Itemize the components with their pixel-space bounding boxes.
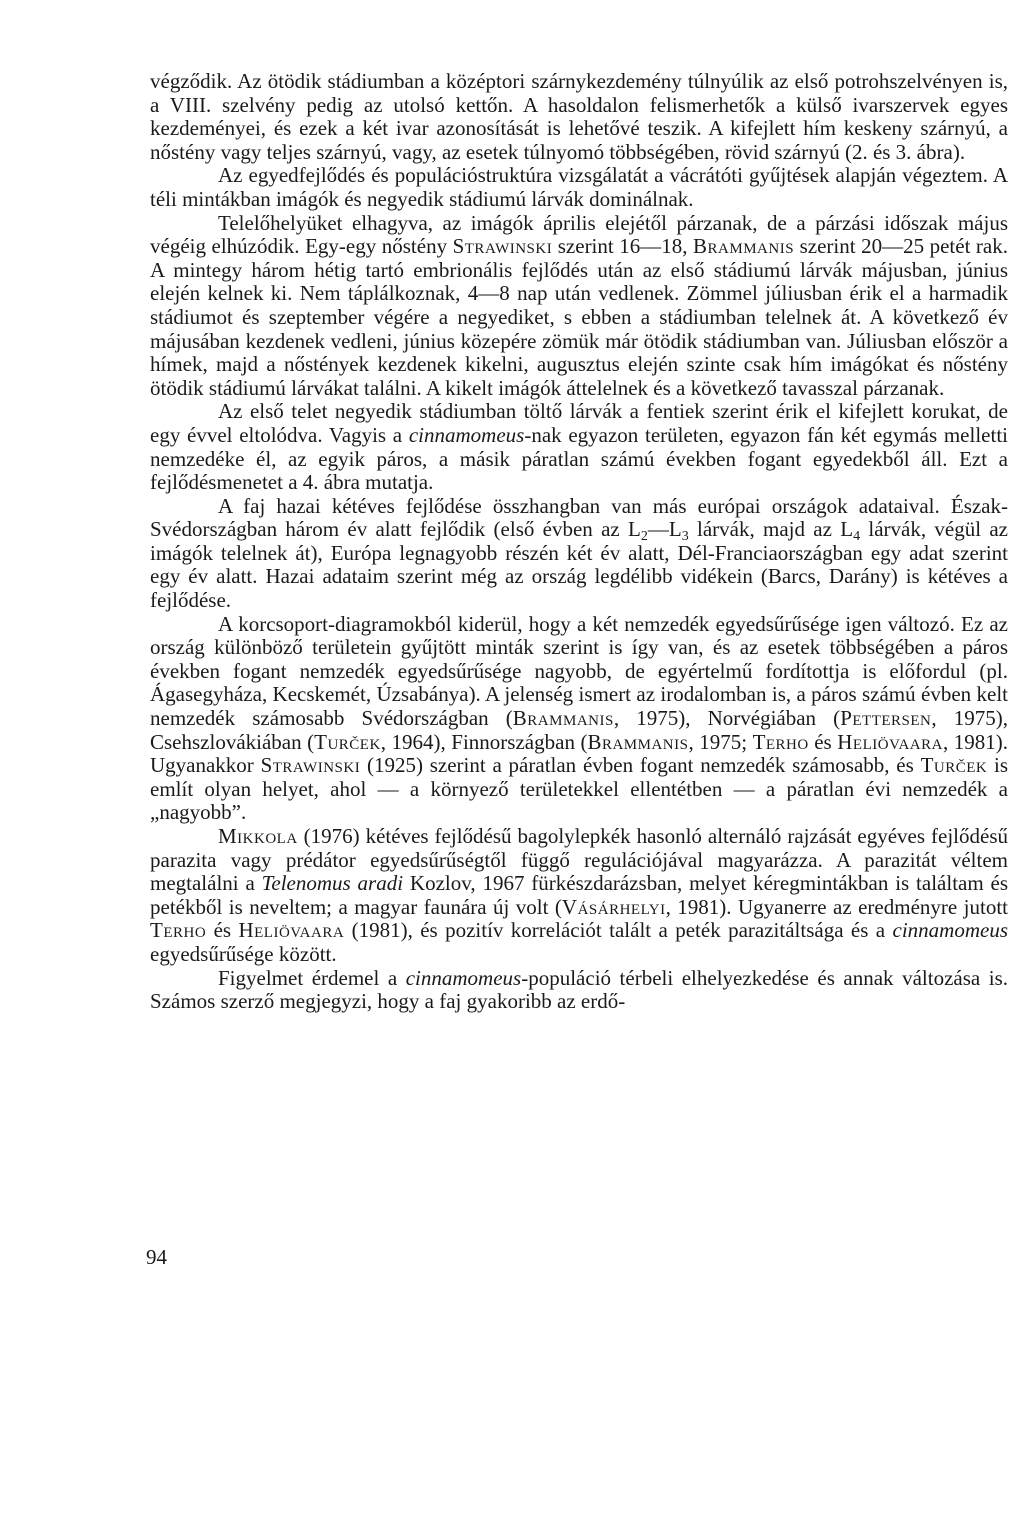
text-run: (1925) szerint a páratlan évben fogant nemzedék számosabb, és: [360, 753, 921, 778]
text-run: Az első telet negyedik stádiumban töltő lárvák a fentiek szerint érik el kifejlett korukat, de egy évvel eltolódva. Vagyis a: [150, 399, 1008, 447]
italic-term: cinnamomeus: [892, 918, 1008, 943]
text-run: , 1975), Csehszlovákiában (: [150, 706, 1008, 754]
author-name: Heliövaara: [238, 918, 345, 943]
italic-term: cinnamomeus: [408, 422, 525, 447]
text-run: —L: [647, 517, 682, 542]
text-run: , 1975), Norvégiában (: [613, 706, 841, 731]
text-run: is említ olyan helyet, ahol — a környező területekkel ellentétben — a páratlan évi nemzedék a „nagyobb”.: [150, 753, 1009, 825]
author-name: Brammanis: [512, 706, 614, 731]
author-name: Terho: [752, 729, 809, 754]
author-name: Strawinski: [452, 234, 553, 259]
subscript: 3: [681, 529, 689, 545]
text-run: A faj hazai kétéves fejlődése összhangban van más európai országok adataival. Észak-Svédországban három év alatt fejlődik (első évben az L: [150, 493, 1008, 542]
page-number: 94: [146, 1245, 167, 1269]
paragraph: [150, 613, 1008, 825]
paragraph: [150, 164, 1008, 211]
text-run: szerint 16—18,: [552, 234, 694, 259]
author-name: Mikkola: [218, 824, 298, 848]
text-run: Kozlov, 1967 fürkészdarázsban, melyet kéregmintákban is találtam és petékből is neveltem; a magyar faunára új volt (: [150, 871, 1009, 919]
author-name: Vásárhelyi: [561, 894, 666, 919]
text-run: Telelőhelyüket elhagyva, az imágók április elejétől párzanak, de a párzási időszak május végéig elhúzódik. Egy-egy nőstény: [150, 210, 1008, 259]
text-run: Az egyedfejlődés és populációstruktúra vizsgálatát a vácrátóti gyűjtések alapján végeztem. A téli mintákban imágók és negyedik stádiumú lárvák dominálnak.: [150, 163, 1008, 211]
author-name: Brammanis: [587, 729, 689, 754]
text-run: (1981), és pozitív korrelációt talált a peték parazitáltsága és a: [344, 918, 893, 943]
text-run: végződik. Az ötödik stádiumban a középtori szárnykezdemény túlnyúlik az első potrohszelvényen is, a VIII. szelvény pedig az utolsó kettőn. A hasoldalon felismerhetők a külső ivarszervek egyes kezdeményei, és ezek a két ivar azonosítását is lehetővé teszik. A kifejlett hím keskeny szárnyú, a nőstény vagy teljes szárnyú, vagy, az esetek túlnyomó többségében, rövid szárnyú (2. és 3. ábra).: [150, 69, 1008, 164]
text-run: A korcsoport-diagramokból kiderül, hogy a két nemzedék egyedsűrűsége igen változó. Ez az ország különböző területein gyűjtött minták szerint is így van, és az esetek többségében a páros években fogant nemzedék egyedsűrűsége nagyobb, de egyértelmű fordítottja is előfordul (pl. Ágasegyháza, Kecskemét, Úzsabánya). A jelenség ismert az irodalomban is, a páros számú évben kelt nemzedék számosabb Svédországban (: [150, 611, 1008, 731]
text-run: Figyelmet érdemel a: [218, 965, 406, 990]
text-run: , 1981). Ugyanerre az eredményre jutott: [665, 894, 1008, 919]
italic-term: Telenomus aradi: [261, 871, 404, 896]
text-run: -nak egyazon területen, egyazon fán két egymás melletti nemzedéke él, az egyik páros, a másik páratlan számú években fogant egyedekből áll. Ezt a fejlődésmenetet a 4. ábra mutatja.: [150, 422, 1008, 495]
text-run: lárvák, majd az L: [688, 517, 854, 542]
subscript: 4: [853, 529, 861, 545]
text-run: (1976) kétéves fejlődésű bagolylepkék hasonló alternáló rajzását egyéves fejlődésű parazita vagy prédátor egyedsűrűségtől függő regulációjával magyarázza. A parazitát véltem megtalálni a: [150, 824, 1008, 896]
paragraph: [150, 825, 1008, 967]
text-run: , 1981). Ugyanakkor: [150, 729, 1008, 778]
text-run: , 1964), Finnországban (: [380, 729, 588, 754]
text-run: egyedsűrűsége között.: [150, 941, 337, 966]
paragraph: [150, 967, 1008, 1014]
author-name: Turček: [314, 729, 381, 754]
text-run: -populáció térbeli elhelyezkedése és annak változása is. Számos szerző megjegyzi, hogy a faj gyakoribb az erdő-: [150, 965, 1009, 1014]
author-name: Heliövaara: [837, 729, 943, 754]
author-name: Turček: [920, 753, 988, 778]
text-run: és: [808, 729, 838, 754]
paragraph: [150, 495, 1008, 613]
body-text: [150, 70, 1008, 1014]
paragraph: [150, 70, 1008, 164]
text-run: és: [206, 918, 239, 943]
author-name: Pettersen: [840, 706, 932, 731]
paragraph: [150, 212, 1008, 401]
text-run: szerint 20—25 petét rak. A mintegy három hétig tartó embrionális fejlődés után az első stádiumú lárvák májusban, június elején kelnek ki. Nem táplálkoznak, 4—8 nap után vedlenek. Zömmel júliusban érik el a harmadik stádiumot és szeptember végére a negyediket, s ebben a stádiumban telelnek át. A következő év májusában kezdenek vedleni, június közepére zömük már ötödik stádiumban van. Júliusban először a hímek, majd a nőstények kezdenek kikelni, augusztus elején szinte csak hím imágókat és nőstény ötödik stádiumú lárvákat találni. A kikelt imágók áttelelnek és a következő tavasszal párzanak.: [150, 234, 1008, 400]
text-run: , 1975;: [688, 729, 753, 754]
paragraph: [150, 400, 1008, 494]
italic-term: cinnamomeus: [405, 965, 522, 990]
text-run: lárvák, végül az imágók telelnek át), Európa legnagyobb részén két év alatt, Dél-Franciaországban egy adat szerint egy év alatt. Hazai adataim szerint még az ország legdélibb vidékein (Barcs, Darány) is kétéves a fejlődése.: [150, 517, 1008, 613]
author-name: Brammanis: [693, 234, 795, 259]
subscript: 2: [640, 529, 648, 545]
author-name: Strawinski: [260, 753, 361, 778]
author-name: Terho: [150, 918, 207, 943]
